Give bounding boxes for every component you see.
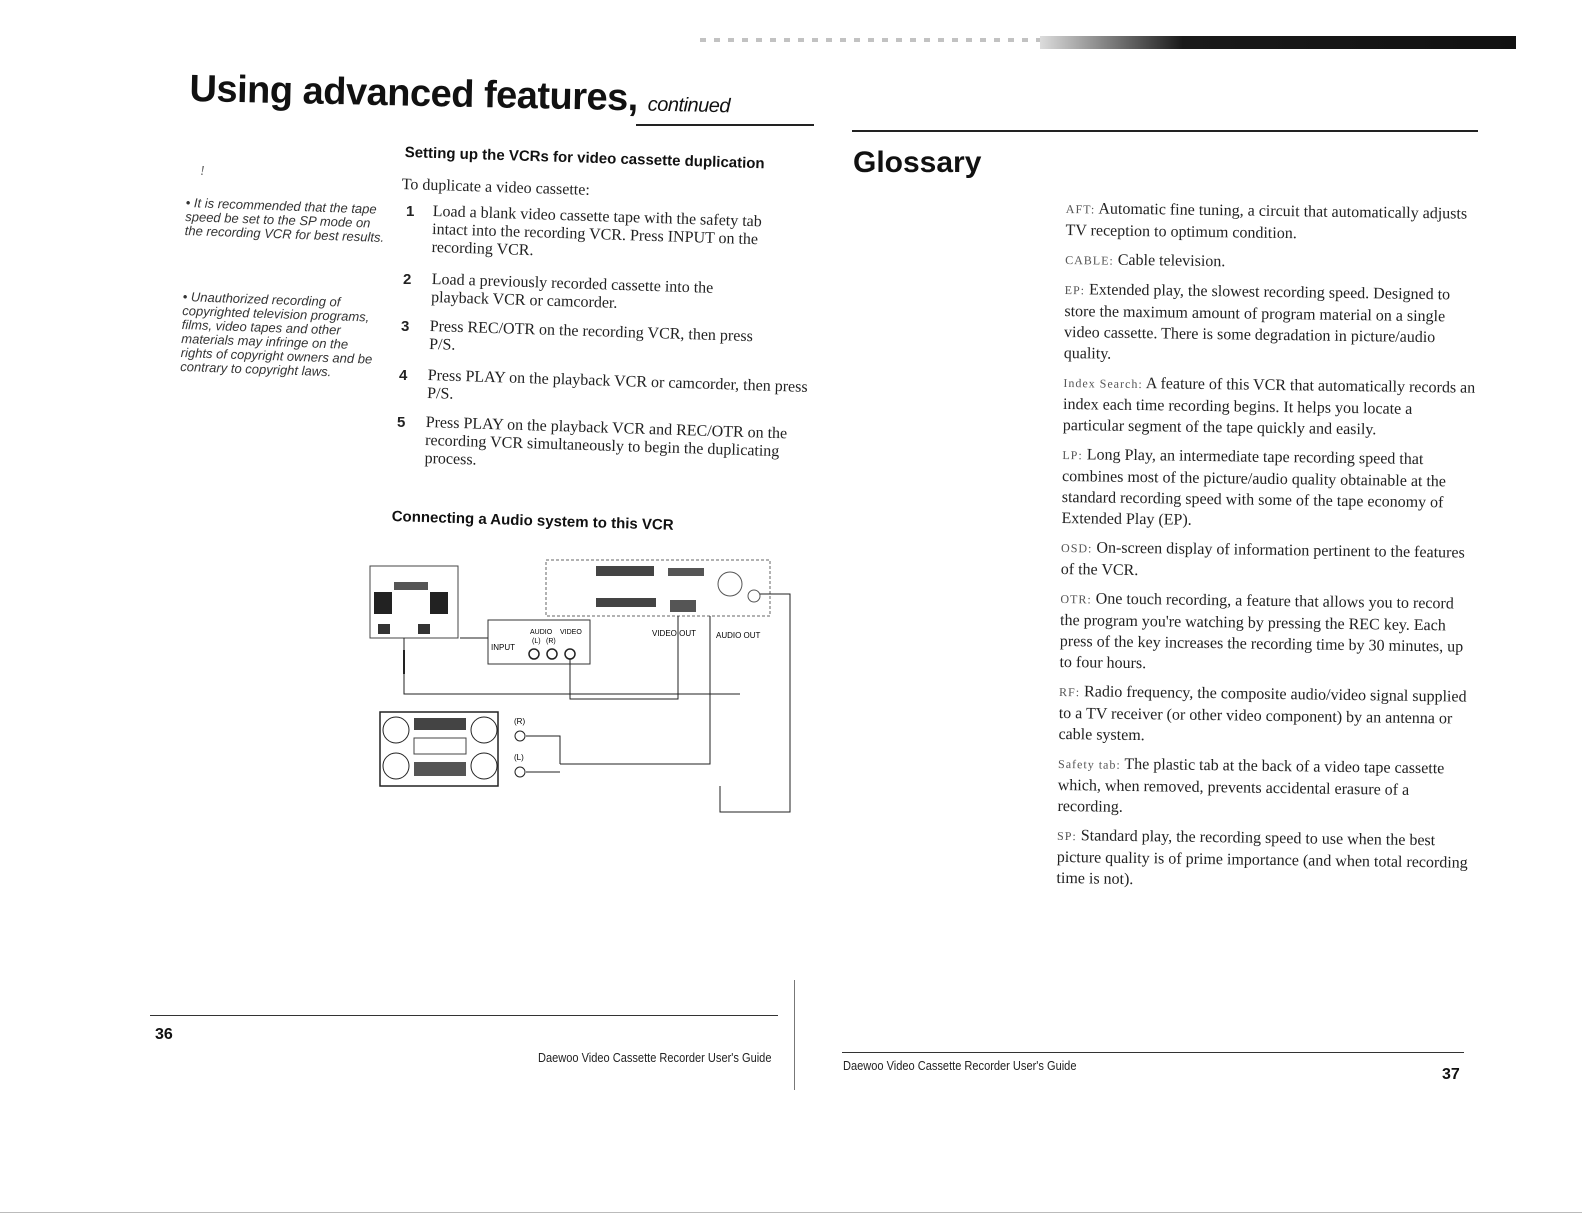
glossary-title: Glossary	[853, 146, 982, 179]
footer-rule-left	[150, 1015, 778, 1016]
glossary-term: AFT:	[1065, 201, 1096, 217]
glossary-definition: Standard play, the recording speed to use when the best picture quality is of prime importance (and when total recording time is not).	[1056, 827, 1468, 889]
l-label: (L)	[532, 638, 541, 645]
glossary-entry	[1058, 681, 1471, 751]
glossary-entry	[1059, 588, 1472, 679]
step-text: Load a blank video cassette tape with the safety tab intact into the recording VCR. Press INPUT on the recording VCR.	[431, 203, 763, 260]
vcr-audio-out-label: AUDIO OUT	[716, 631, 761, 640]
glossary-term: EP:	[1064, 282, 1086, 298]
glossary-definition: On-screen display of information pertinent to the features of the VCR.	[1060, 539, 1465, 580]
glossary-entry	[1064, 279, 1477, 370]
vcr-video-out-label: VIDEO OUT	[652, 629, 697, 638]
scan-bottom-edge	[0, 1212, 1582, 1213]
footer-rule-right	[842, 1052, 1464, 1053]
vcr-unit	[546, 560, 770, 616]
side-note-copyright: • Unauthorized recording of copyrighted television programs, films, video tapes and other materials may infringe on the rights of copyright owners and be contrary to copyright laws.	[180, 289, 373, 380]
step-text: Load a previously recorded cassette into the playback VCR or camcorder.	[430, 271, 714, 312]
glossary-definition: Automatic fine tuning, a circuit that automatically adjusts TV reception to optimum condition.	[1065, 200, 1468, 243]
section-heading-audio-connection: Connecting a Audio system to this VCR	[391, 508, 674, 534]
glossary-entry	[1061, 444, 1474, 535]
step-text: Press PLAY on the playback VCR or camcorder, then press P/S.	[426, 367, 808, 403]
glossary-term: Safety tab:	[1057, 756, 1121, 772]
input-label: INPUT	[491, 643, 515, 652]
glossary-entry	[1056, 825, 1469, 895]
glossary-entry	[1063, 372, 1476, 442]
glossary-definition: The plastic tab at the back of a video tape cassette which, when removed, prevents accidental erasure of a recording.	[1057, 755, 1445, 816]
note-mark: !	[200, 164, 205, 179]
glossary-definition: Long Play, an intermediate tape recording speed that combines most of the picture/audio quality obtainable at the standard recording speed with some of the tape economy of Extended Play (EP).	[1061, 446, 1447, 529]
glossary-definition: Cable television.	[1117, 251, 1226, 271]
glossary-term: OTR:	[1060, 591, 1092, 607]
tv-input-jacks	[488, 620, 590, 664]
step-number: 5	[397, 414, 406, 431]
page-gutter	[794, 980, 795, 1090]
scan-artifact-bar	[1040, 36, 1516, 49]
glossary-definition: Radio frequency, the composite audio/video signal supplied to a TV receiver (or other video component) by an antenna or cable system.	[1058, 683, 1467, 745]
footer-right: Daewoo Video Cassette Recorder User's Guide	[843, 1058, 1077, 1073]
glossary-rule	[852, 130, 1478, 132]
r-label: (R)	[546, 638, 556, 645]
glossary-term: CABLE:	[1065, 252, 1114, 268]
connection-cables	[404, 594, 790, 812]
glossary-entry	[1065, 198, 1478, 247]
glossary-entry	[1065, 249, 1477, 277]
glossary-term: SP:	[1056, 828, 1077, 844]
audio-connection-diagram	[360, 554, 800, 824]
video-label: VIDEO	[560, 629, 582, 636]
glossary-term: OSD:	[1061, 540, 1093, 556]
glossary-entry	[1057, 753, 1470, 823]
glossary-list	[1056, 198, 1478, 903]
glossary-definition: A feature of this VCR that automatically records an index each time recording begins. It helps you locate a particular segment of the tape quickly and easily.	[1062, 375, 1476, 439]
glossary-definition: One touch recording, a feature that allows you to record the program you're watching by pressing the REC key. Each press of the key increases the recording time by 30 minutes, up to four hours.	[1059, 590, 1464, 673]
step-number: 3	[401, 318, 410, 335]
title-rule	[636, 124, 814, 126]
page-number-right: 37	[1442, 1066, 1460, 1083]
glossary-term: LP:	[1062, 447, 1083, 463]
page-title: Using advanced features, continued	[189, 68, 731, 120]
side-note-tape-speed: • It is recommended that the tape speed be set to the SP mode on the recording VCR for best results.	[184, 195, 385, 245]
step-text: Press PLAY on the playback VCR and REC/OTR on the recording VCR simultaneously to begin the duplicating process.	[424, 414, 788, 469]
stereo-r-label: (R)	[514, 717, 526, 726]
section-intro: To duplicate a video cassette:	[401, 176, 591, 199]
tv-panel	[370, 566, 458, 638]
step-number: 2	[403, 271, 412, 288]
footer-left: Daewoo Video Cassette Recorder User's Guide	[538, 1050, 772, 1065]
step-number: 1	[406, 203, 415, 220]
section-heading-duplication: Setting up the VCRs for video cassette duplication	[404, 144, 765, 173]
step-text: Press REC/OTR on the recording VCR, then press P/S.	[428, 318, 754, 354]
title-suffix: continued	[647, 93, 731, 118]
glossary-term: RF:	[1059, 684, 1081, 700]
audio-system	[380, 712, 560, 786]
audio-label: AUDIO	[530, 629, 553, 636]
scan-artifact-strip	[700, 38, 1040, 42]
page-number-left: 36	[155, 1026, 173, 1043]
step-number: 4	[399, 367, 408, 384]
glossary-definition: Extended play, the slowest recording speed. Designed to store the maximum amount of program material on a single video cassette. There is some degradation in picture/audio quality.	[1063, 281, 1451, 363]
glossary-term: Index Search:	[1063, 375, 1143, 392]
stereo-l-label: (L)	[514, 753, 524, 762]
glossary-entry	[1061, 537, 1474, 586]
